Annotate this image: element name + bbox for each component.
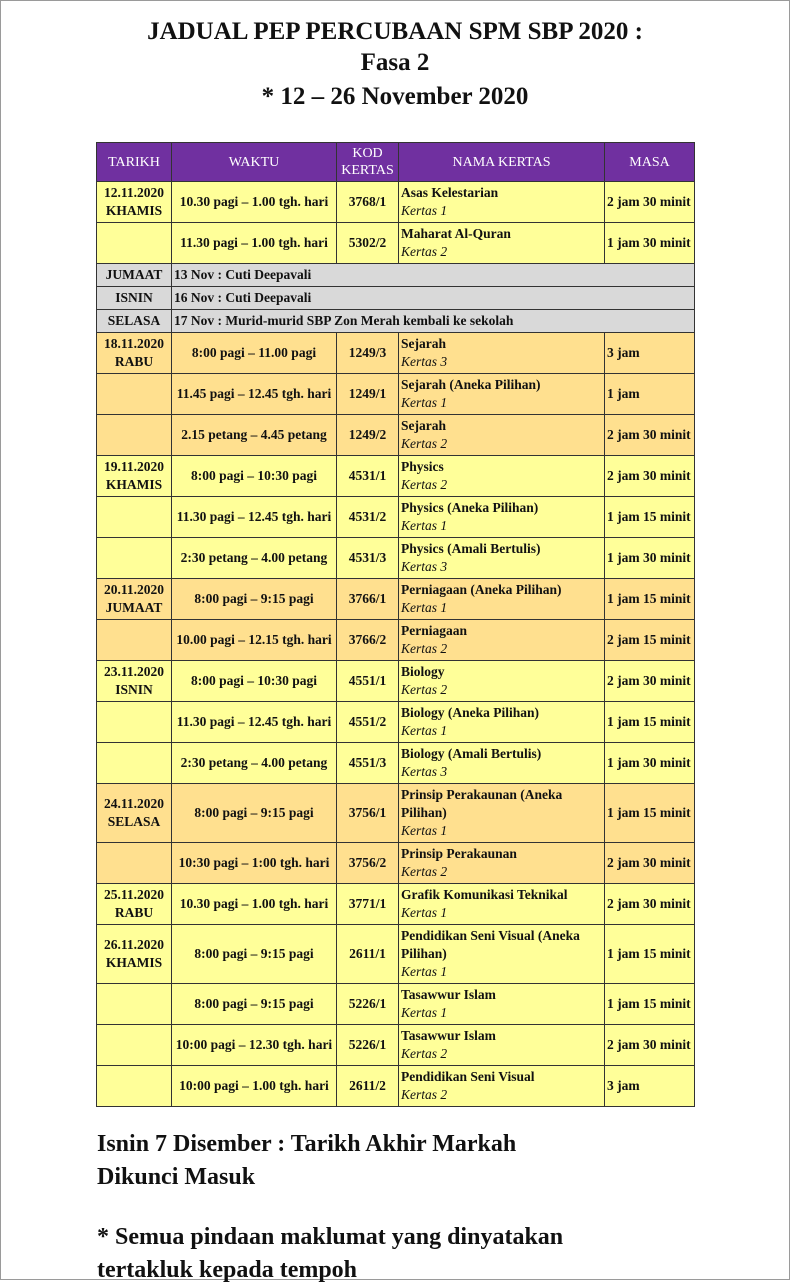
paper-number: Kertas 2 <box>401 1087 448 1102</box>
table-row <box>97 784 695 843</box>
day-text: SELASA <box>107 814 161 829</box>
paper-number: Kertas 3 <box>401 559 448 574</box>
time-cell: 8:00 pagi – 9:15 pagi <box>172 984 337 1025</box>
deadline-line-2: Dikunci Masuk <box>97 1164 256 1190</box>
paper-code-cell: 4551/1 <box>337 661 399 702</box>
table-row <box>97 310 695 333</box>
paper-name: Pendidikan Seni Visual (Aneka Pilihan) <box>401 928 580 961</box>
paper-code-cell: 3756/1 <box>337 784 399 843</box>
notice-cell: 17 Nov : Murid-murid SBP Zon Merah kembali ke sekolah <box>172 310 695 333</box>
paper-code-cell: 1249/2 <box>337 415 399 456</box>
table-header-row <box>97 143 695 182</box>
time-cell: 2:30 petang – 4.00 petang <box>172 743 337 784</box>
duration-cell: 1 jam 15 minit <box>605 579 695 620</box>
date-cell <box>97 925 172 984</box>
time-cell: 10:00 pagi – 1.00 tgh. hari <box>172 1066 337 1107</box>
date-cell <box>97 538 172 579</box>
table-row <box>97 1025 695 1066</box>
paper-name: Physics (Aneka Pilihan) <box>401 500 539 515</box>
day-text: KHAMIS <box>105 477 163 492</box>
paper-number: Kertas 3 <box>401 764 448 779</box>
paper-code-cell: 1249/3 <box>337 333 399 374</box>
paper-code-cell: 5226/1 <box>337 1025 399 1066</box>
day-cell: ISNIN <box>97 287 172 310</box>
paper-name: Biology (Amali Bertulis) <box>401 746 542 761</box>
paper-name: Sejarah (Aneka Pilihan) <box>401 377 541 392</box>
col-header-nama-kertas: NAMA KERTAS <box>399 143 605 182</box>
paper-number: Kertas 2 <box>401 682 448 697</box>
date-cell <box>97 374 172 415</box>
day-text: KHAMIS <box>105 203 163 218</box>
paper-code-cell: 5226/1 <box>337 984 399 1025</box>
paper-number: Kertas 2 <box>401 244 448 259</box>
time-cell: 10.30 pagi – 1.00 tgh. hari <box>172 884 337 925</box>
table-row <box>97 374 695 415</box>
table-row <box>97 223 695 264</box>
date-text: 23.11.2020 <box>103 664 164 679</box>
time-cell: 8:00 pagi – 10:30 pagi <box>172 661 337 702</box>
paper-name-cell <box>399 497 605 538</box>
table-row <box>97 661 695 702</box>
time-cell: 8:00 pagi – 9:15 pagi <box>172 579 337 620</box>
date-range: * 12 – 26 November 2020 <box>261 83 529 110</box>
duration-cell: 2 jam 30 minit <box>605 1025 695 1066</box>
table-row <box>97 538 695 579</box>
date-text: 20.11.2020 <box>103 582 164 597</box>
paper-name: Physics (Amali Bertulis) <box>401 541 541 556</box>
paper-number: Kertas 1 <box>401 905 448 920</box>
deadline-notice <box>97 1128 737 1194</box>
time-cell: 10.30 pagi – 1.00 tgh. hari <box>172 182 337 223</box>
paper-number: Kertas 1 <box>401 823 448 838</box>
note-line-1: * Semua pindaan maklumat yang dinyatakan <box>97 1224 564 1250</box>
paper-name-cell <box>399 702 605 743</box>
paper-number: Kertas 2 <box>401 477 448 492</box>
paper-name: Prinsip Perakaunan <box>401 846 517 861</box>
paper-name-cell <box>399 784 605 843</box>
paper-number: Kertas 1 <box>401 395 448 410</box>
paper-name-cell <box>399 182 605 223</box>
paper-name: Physics <box>401 459 444 474</box>
col-header-kod-kertas <box>337 143 399 182</box>
duration-cell: 1 jam 15 minit <box>605 984 695 1025</box>
paper-name: Perniagaan <box>401 623 467 638</box>
date-cell <box>97 984 172 1025</box>
paper-number: Kertas 2 <box>401 641 448 656</box>
duration-cell: 2 jam 30 minit <box>605 843 695 884</box>
col-header-tarikh: TARIKH <box>97 143 172 182</box>
paper-name: Sejarah <box>401 336 446 351</box>
duration-cell: 2 jam 30 minit <box>605 884 695 925</box>
date-cell <box>97 702 172 743</box>
duration-cell: 2 jam 30 minit <box>605 456 695 497</box>
date-cell <box>97 456 172 497</box>
time-cell: 11.30 pagi – 1.00 tgh. hari <box>172 223 337 264</box>
time-cell: 10:00 pagi – 12.30 tgh. hari <box>172 1025 337 1066</box>
time-cell: 11.30 pagi – 12.45 tgh. hari <box>172 497 337 538</box>
time-cell: 8:00 pagi – 9:15 pagi <box>172 925 337 984</box>
duration-cell: 2 jam 30 minit <box>605 415 695 456</box>
day-cell: SELASA <box>97 310 172 333</box>
paper-code-cell: 3766/2 <box>337 620 399 661</box>
page-subtitle: Fasa 2 <box>360 49 430 76</box>
paper-code-cell: 4531/1 <box>337 456 399 497</box>
duration-cell: 1 jam <box>605 374 695 415</box>
time-cell: 2:30 petang – 4.00 petang <box>172 538 337 579</box>
date-text: 12.11.2020 <box>103 185 164 200</box>
duration-cell: 1 jam 30 minit <box>605 223 695 264</box>
table-row <box>97 925 695 984</box>
paper-code-cell: 5302/2 <box>337 223 399 264</box>
table-row <box>97 333 695 374</box>
notice-cell: 13 Nov : Cuti Deepavali <box>172 264 695 287</box>
paper-code-cell: 3768/1 <box>337 182 399 223</box>
col-header-masa: MASA <box>605 143 695 182</box>
paper-code-cell: 1249/1 <box>337 374 399 415</box>
time-cell: 2.15 petang – 4.45 petang <box>172 415 337 456</box>
deadline-line-1: Isnin 7 Disember : Tarikh Akhir Markah <box>97 1131 517 1157</box>
paper-name: Sejarah <box>401 418 446 433</box>
table-row <box>97 702 695 743</box>
date-text: 25.11.2020 <box>103 887 164 902</box>
duration-cell: 1 jam 30 minit <box>605 538 695 579</box>
paper-name-cell <box>399 223 605 264</box>
paper-name: Tasawwur Islam <box>401 987 496 1002</box>
time-cell: 10:30 pagi – 1:00 tgh. hari <box>172 843 337 884</box>
day-text: JUMAAT <box>105 600 163 615</box>
note-line-2: tertakluk kepada tempoh <box>97 1257 358 1283</box>
date-cell <box>97 743 172 784</box>
paper-name-cell <box>399 579 605 620</box>
paper-name-cell <box>399 843 605 884</box>
paper-name-cell <box>399 456 605 497</box>
day-cell: JUMAAT <box>97 264 172 287</box>
col-header-waktu: WAKTU <box>172 143 337 182</box>
date-text: 18.11.2020 <box>103 336 164 351</box>
duration-cell: 1 jam 15 minit <box>605 702 695 743</box>
paper-name-cell <box>399 925 605 984</box>
table-row <box>97 456 695 497</box>
time-cell: 8:00 pagi – 10:30 pagi <box>172 456 337 497</box>
date-cell <box>97 415 172 456</box>
date-cell <box>97 884 172 925</box>
paper-name-cell <box>399 1066 605 1107</box>
time-cell: 8:00 pagi – 11.00 pagi <box>172 333 337 374</box>
paper-number: Kertas 1 <box>401 1005 448 1020</box>
paper-number: Kertas 2 <box>401 436 448 451</box>
time-cell: 10.00 pagi – 12.15 tgh. hari <box>172 620 337 661</box>
date-text: 19.11.2020 <box>103 459 164 474</box>
time-cell: 8:00 pagi – 9:15 pagi <box>172 784 337 843</box>
paper-name: Grafik Komunikasi Teknikal <box>401 887 568 902</box>
day-text: RABU <box>114 354 154 369</box>
date-text: 24.11.2020 <box>103 796 164 811</box>
paper-name: Asas Kelestarian <box>401 185 499 200</box>
day-text: ISNIN <box>115 682 153 697</box>
paper-name: Biology <box>401 664 445 679</box>
paper-number: Kertas 3 <box>401 354 448 369</box>
paper-name-cell <box>399 743 605 784</box>
paper-code-cell: 2611/2 <box>337 1066 399 1107</box>
table-row <box>97 843 695 884</box>
date-cell <box>97 333 172 374</box>
date-cell <box>97 182 172 223</box>
duration-cell: 1 jam 15 minit <box>605 925 695 984</box>
date-cell <box>97 784 172 843</box>
table-row <box>97 579 695 620</box>
date-cell <box>97 1025 172 1066</box>
duration-cell: 3 jam <box>605 1066 695 1107</box>
table-row <box>97 743 695 784</box>
paper-name-cell <box>399 415 605 456</box>
paper-number: Kertas 1 <box>401 518 448 533</box>
paper-code-cell: 4531/2 <box>337 497 399 538</box>
table-row <box>97 884 695 925</box>
paper-number: Kertas 1 <box>401 723 448 738</box>
paper-number: Kertas 2 <box>401 1046 448 1061</box>
paper-code-cell: 3756/2 <box>337 843 399 884</box>
paper-name-cell <box>399 374 605 415</box>
date-text: 26.11.2020 <box>103 937 164 952</box>
duration-cell: 1 jam 15 minit <box>605 784 695 843</box>
amendment-note <box>97 1221 737 1287</box>
table-row <box>97 497 695 538</box>
duration-cell: 1 jam 15 minit <box>605 497 695 538</box>
paper-number: Kertas 1 <box>401 203 448 218</box>
table-row <box>97 415 695 456</box>
duration-cell: 2 jam 30 minit <box>605 661 695 702</box>
duration-cell: 2 jam 30 minit <box>605 182 695 223</box>
paper-code-cell: 2611/1 <box>337 925 399 984</box>
paper-name: Tasawwur Islam <box>401 1028 496 1043</box>
paper-code-cell: 4531/3 <box>337 538 399 579</box>
paper-name: Prinsip Perakaunan (Aneka Pilihan) <box>401 787 563 820</box>
table-row <box>97 264 695 287</box>
paper-name-cell <box>399 1025 605 1066</box>
page-title: JADUAL PEP PERCUBAAN SPM SBP 2020 : <box>147 18 643 45</box>
day-text: KHAMIS <box>105 955 163 970</box>
date-cell <box>97 223 172 264</box>
date-cell <box>97 579 172 620</box>
exam-schedule-table <box>96 142 695 1107</box>
table-body <box>97 182 695 1107</box>
table-row <box>97 620 695 661</box>
paper-code-cell: 3766/1 <box>337 579 399 620</box>
paper-number: Kertas 2 <box>401 864 448 879</box>
date-cell <box>97 843 172 884</box>
table-row <box>97 1066 695 1107</box>
paper-code-cell: 4551/3 <box>337 743 399 784</box>
kod-label: KOD <box>352 146 383 161</box>
paper-name: Pendidikan Seni Visual <box>401 1069 535 1084</box>
table-row <box>97 287 695 310</box>
date-cell <box>97 497 172 538</box>
paper-number: Kertas 1 <box>401 964 448 979</box>
time-cell: 11.30 pagi – 12.45 tgh. hari <box>172 702 337 743</box>
paper-code-cell: 4551/2 <box>337 702 399 743</box>
paper-name: Perniagaan (Aneka Pilihan) <box>401 582 562 597</box>
duration-cell: 2 jam 15 minit <box>605 620 695 661</box>
paper-name-cell <box>399 661 605 702</box>
date-cell <box>97 661 172 702</box>
paper-name-cell <box>399 884 605 925</box>
time-cell: 11.45 pagi – 12.45 tgh. hari <box>172 374 337 415</box>
table-row <box>97 182 695 223</box>
day-text: RABU <box>114 905 154 920</box>
date-cell <box>97 620 172 661</box>
paper-name-cell <box>399 620 605 661</box>
paper-name: Biology (Aneka Pilihan) <box>401 705 540 720</box>
date-cell <box>97 1066 172 1107</box>
kertas-label: KERTAS <box>341 163 394 178</box>
notice-cell: 16 Nov : Cuti Deepavali <box>172 287 695 310</box>
paper-name-cell <box>399 984 605 1025</box>
paper-name: Maharat Al-Quran <box>401 226 511 241</box>
table-row <box>97 984 695 1025</box>
duration-cell: 1 jam 30 minit <box>605 743 695 784</box>
paper-name-cell <box>399 538 605 579</box>
duration-cell: 3 jam <box>605 333 695 374</box>
paper-number: Kertas 1 <box>401 600 448 615</box>
paper-name-cell <box>399 333 605 374</box>
paper-code-cell: 3771/1 <box>337 884 399 925</box>
